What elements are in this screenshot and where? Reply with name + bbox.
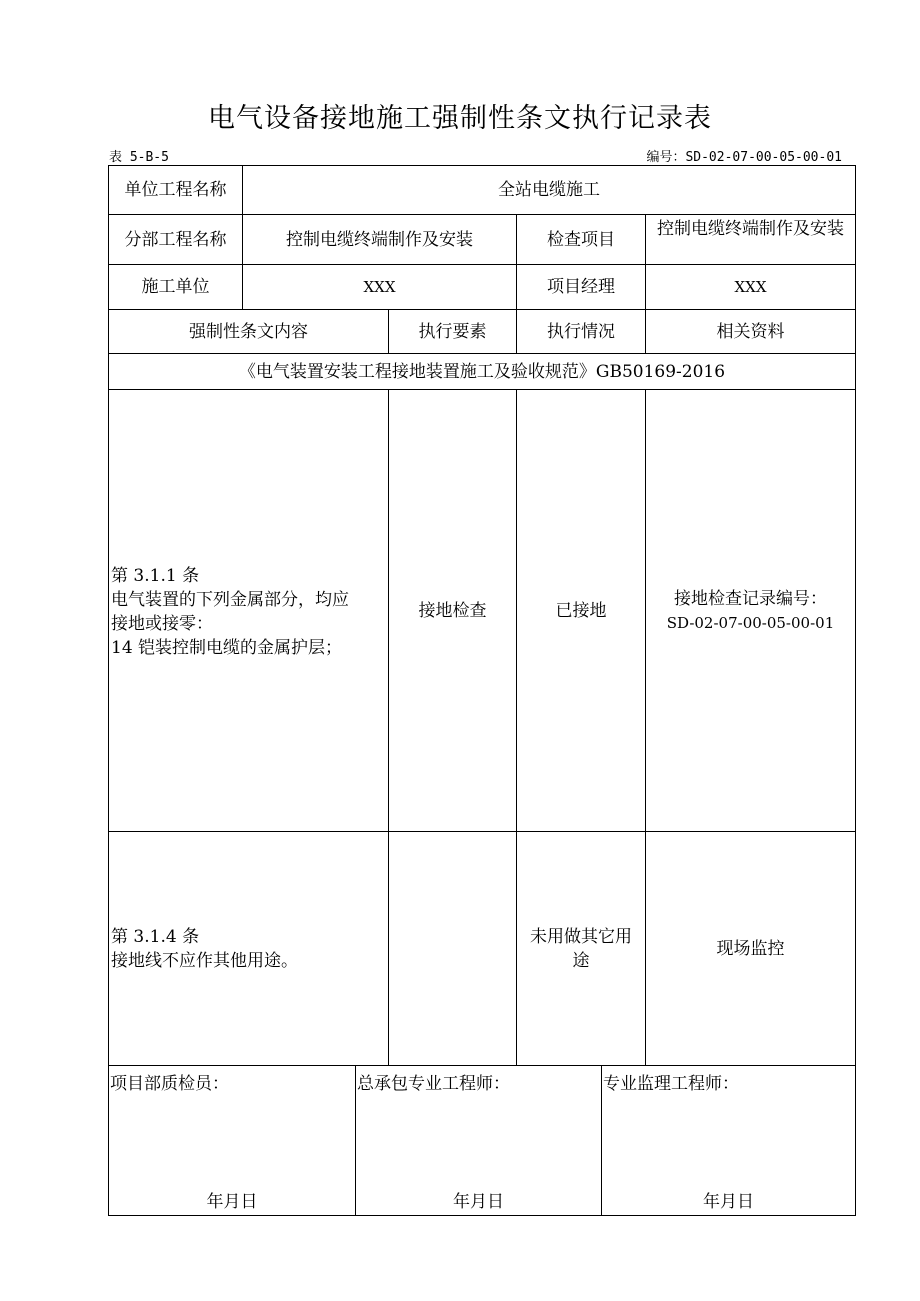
clause-line: 接地或接零： — [111, 613, 213, 634]
clause-line: 接地线不应作其他用途。 — [111, 950, 298, 971]
column-header: 执行要素 — [388, 309, 517, 354]
form-number: 表 5-B-5 — [109, 150, 169, 165]
pm-value: XXX — [645, 264, 856, 310]
contractor-label: 施工单位 — [108, 264, 243, 310]
execution-status — [516, 831, 646, 1066]
clause-line: 第 3.1.1 条 — [111, 565, 200, 586]
page-title: 电气设备接地施工强制性条文执行记录表 — [208, 103, 712, 134]
signature-label: 总承包专业工程师： — [357, 1074, 510, 1094]
standard-reference: 《电气装置安装工程接地装置施工及验收规范》GB50169-2016 — [108, 353, 856, 390]
column-header: 强制性条文内容 — [108, 309, 389, 354]
signature-label: 项目部质检员： — [110, 1074, 229, 1094]
unit-project-value: 全站电缆施工 — [242, 165, 856, 215]
execution-element — [388, 831, 517, 1066]
sub-project-label: 分部工程名称 — [108, 214, 243, 265]
clause-line: 电气装置的下列金属部分，均应 — [111, 589, 349, 610]
status-line: 未用做其它用 — [530, 926, 632, 947]
signature-date: 年月日 — [453, 1192, 504, 1212]
column-header: 执行情况 — [516, 309, 646, 354]
contractor-value: XXX — [242, 264, 517, 310]
clause-line: 第 3.1.4 条 — [111, 926, 200, 947]
signature-date: 年月日 — [206, 1192, 258, 1212]
clause-line: 14 铠装控制电缆的金属护层； — [111, 637, 343, 658]
signature-date: 年月日 — [703, 1192, 754, 1212]
execution-status: 已接地 — [516, 389, 646, 832]
serial-number: 编号：SD-02-07-00-05-00-01 — [646, 150, 842, 165]
pm-label: 项目经理 — [516, 264, 646, 310]
docs-line: SD-02-07-00-05-00-01 — [666, 613, 835, 632]
signature-qc-inspector — [108, 1065, 356, 1216]
status-line: 途 — [572, 950, 590, 971]
related-docs — [645, 389, 856, 832]
signature-general-contractor-engineer — [355, 1065, 602, 1216]
signature-label: 专业监理工程师： — [603, 1074, 739, 1094]
inspection-item-label: 检查项目 — [516, 214, 646, 265]
column-header: 相关资料 — [645, 309, 856, 354]
execution-element: 接地检查 — [388, 389, 517, 832]
signature-supervision-engineer — [601, 1065, 856, 1216]
clause-content — [108, 389, 389, 832]
inspection-item-value: 控制电缆终端制作及安装 — [645, 214, 856, 265]
unit-project-label: 单位工程名称 — [108, 165, 243, 215]
sub-project-value: 控制电缆终端制作及安装 — [242, 214, 517, 265]
docs-line: 接地检查记录编号： — [673, 588, 827, 609]
related-docs: 现场监控 — [645, 831, 856, 1066]
clause-content — [108, 831, 389, 1066]
